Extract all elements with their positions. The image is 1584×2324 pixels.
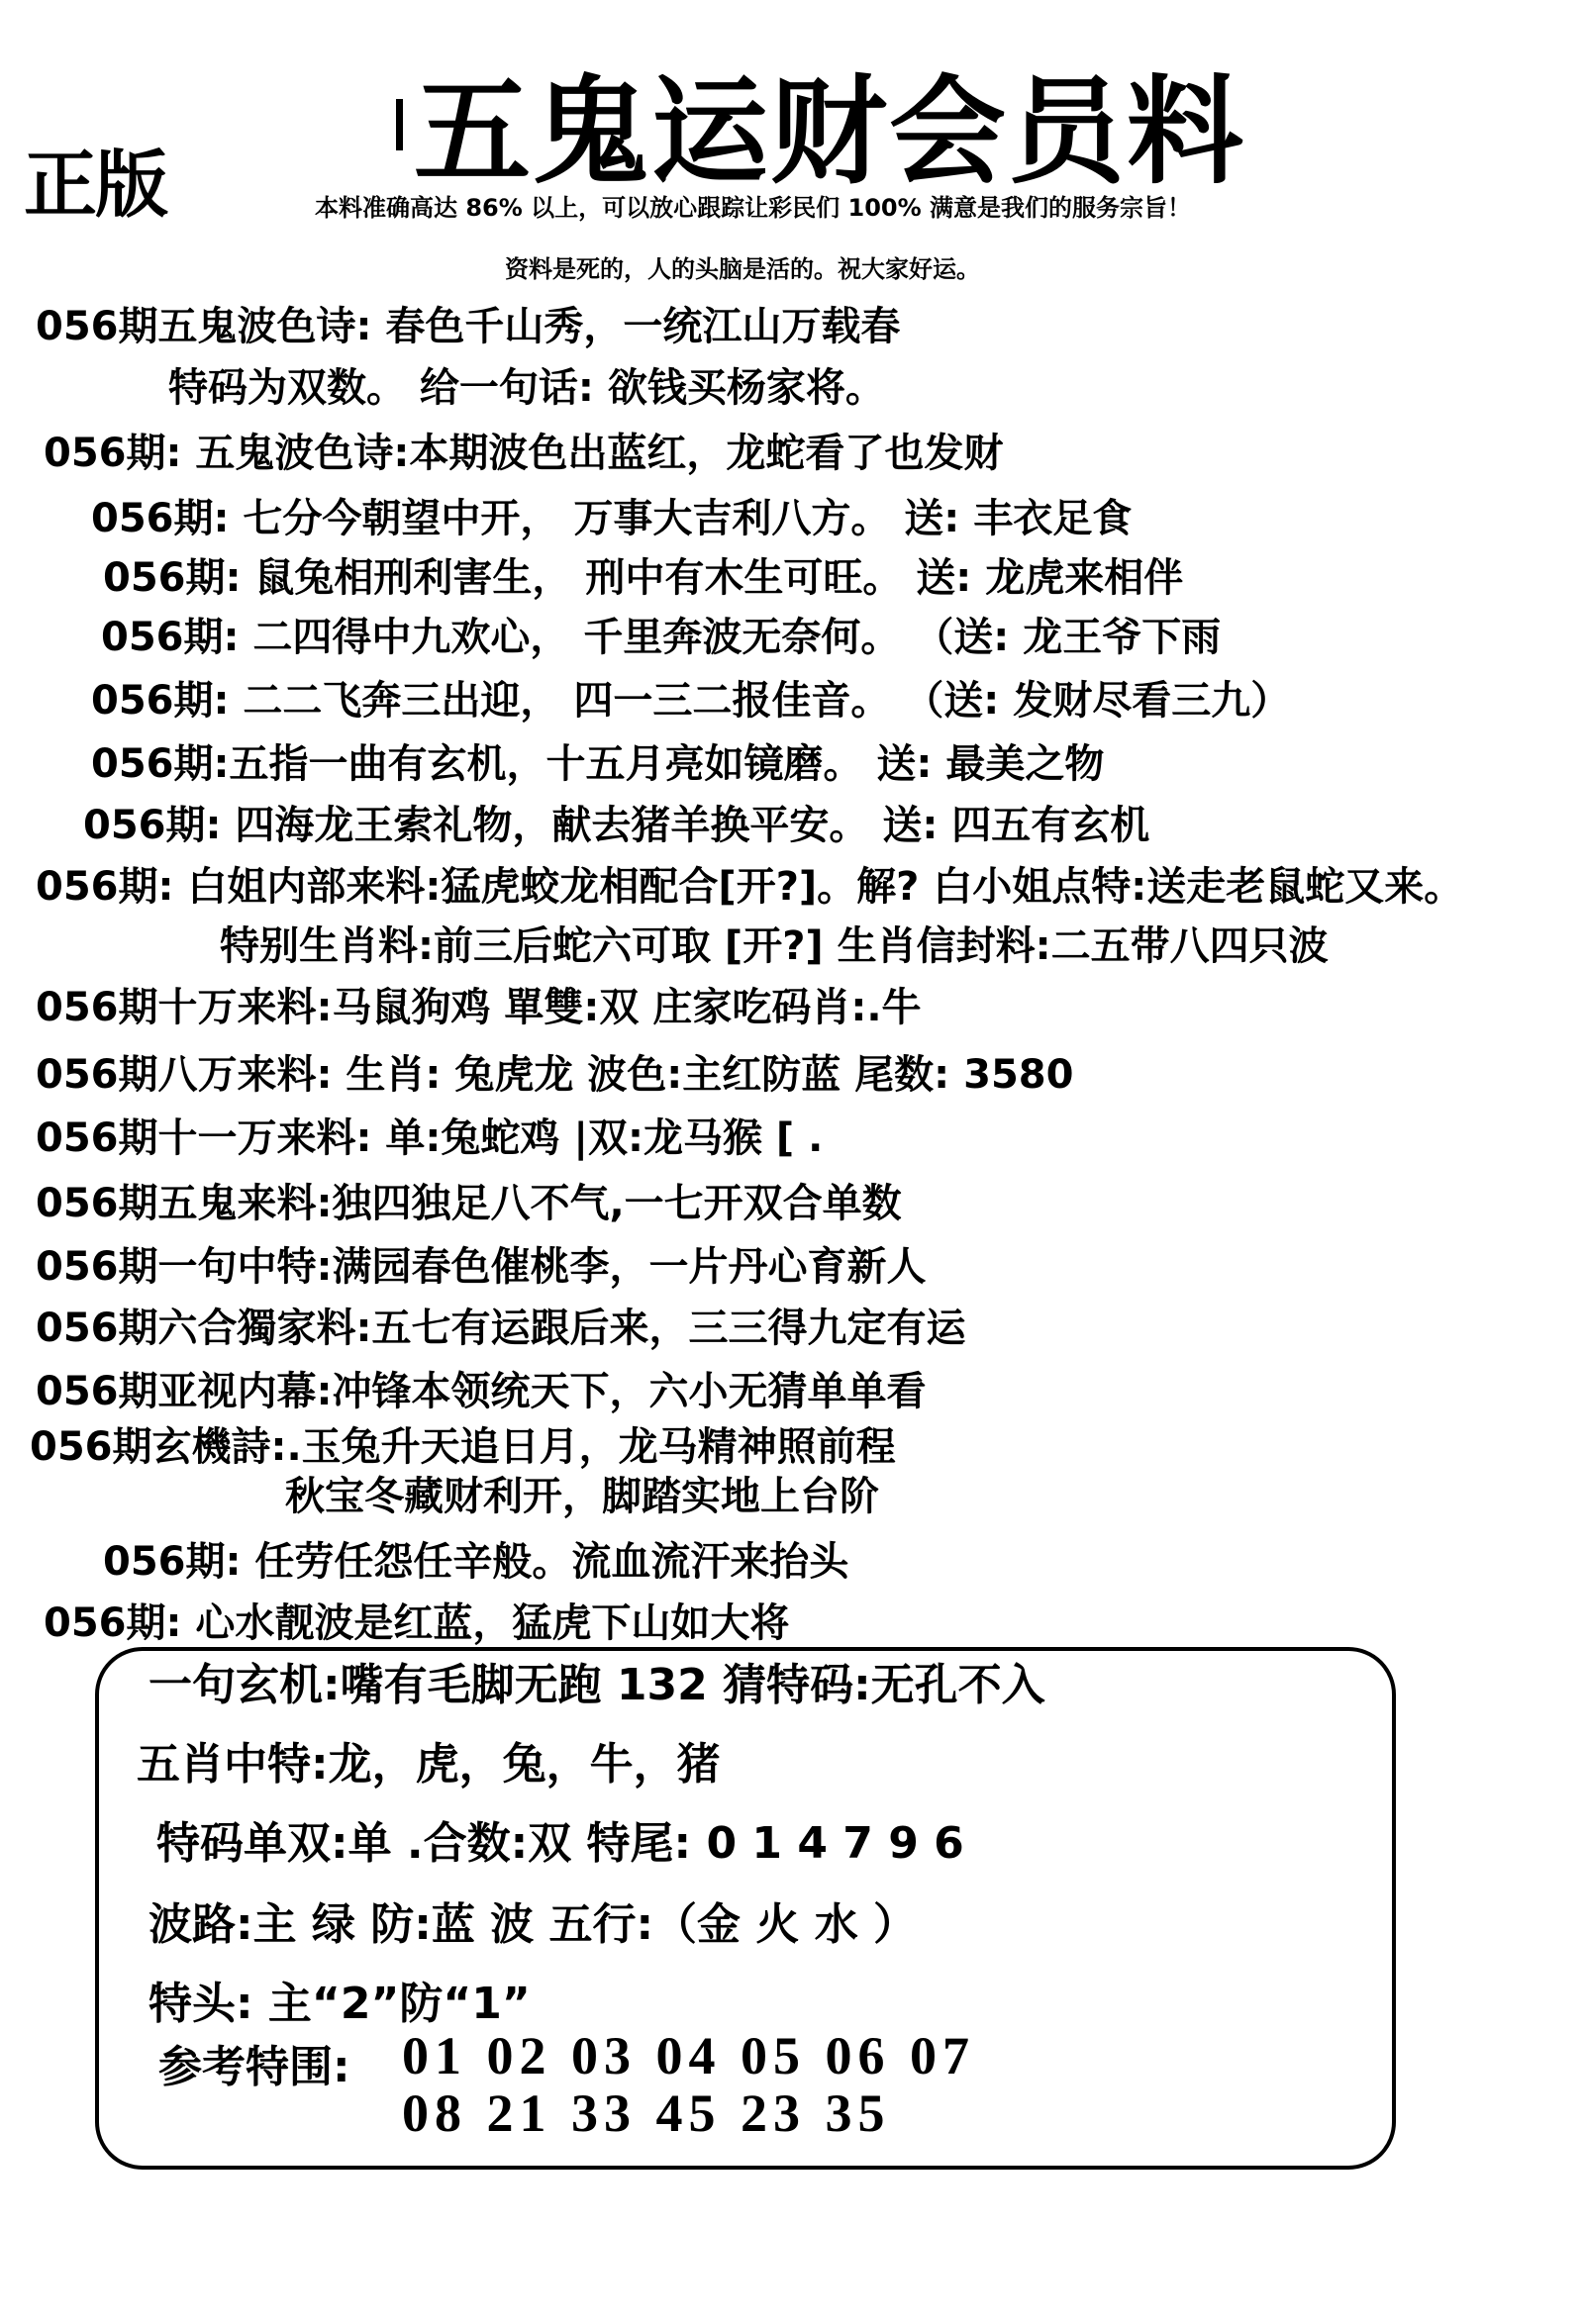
list-item: 秋宝冬藏财利开，脚踏实地上台阶 (285, 1474, 879, 1519)
list-item: 056期: 白姐内部来料:猛虎蛟龙相配合[开?]。解? 白小姐点特:送走老鼠蛇又来。 (36, 864, 1464, 910)
list-item: 056期:五指一曲有玄机，十五月亮如镜磨。 送: 最美之物 (91, 741, 1105, 787)
subtitle-accuracy: 本料准确高达 86% 以上，可以放心跟踪让彩民们 100% 满意是我们的服务宗旨！ (315, 194, 1192, 222)
list-item: 056期一句中特:满园春色催桃李，一片丹心育新人 (36, 1244, 927, 1290)
list-item: 056期五鬼波色诗: 春色千山秀，一统江山万载春 (36, 304, 901, 349)
box-reference-row-2: 08 21 33 45 23 35 (402, 2083, 891, 2143)
box-reference-label: 参考特围: (158, 2042, 350, 2092)
list-item: 特码为双数。 给一句话: 欲钱买杨家将。 (168, 365, 885, 411)
list-item: 056期六合獨家料:五七有运跟后来，三三得九定有运 (36, 1306, 966, 1351)
list-item: 056期: 四海龙王索礼物，献去猪羊换平安。 送: 四五有玄机 (83, 803, 1150, 848)
list-item: 056期: 五鬼波色诗:本期波色出蓝红，龙蛇看了也发财 (44, 431, 1004, 476)
box-riddle-line: 一句玄机:嘴有毛脚无跑 132 猜特码:无孔不入 (148, 1660, 1045, 1710)
list-item: 056期: 二二飞奔三出迎， 四一三二报佳音。 （送: 发财尽看三九） (91, 678, 1291, 724)
box-odd-even-line: 特码单双:单 .合数:双 特尾: 0 1 4 7 9 6 (156, 1818, 964, 1869)
title-bar-mark (396, 99, 403, 150)
subtitle-greeting: 资料是死的，人的头脑是活的。祝大家好运。 (505, 255, 980, 283)
list-item: 056期: 心水靓波是红蓝，猛虎下山如大将 (44, 1600, 790, 1646)
page-title: 五鬼运财会员料 (414, 62, 1246, 200)
list-item: 056期十万来料:马鼠狗鸡 單雙:双 庄家吃码肖:.牛 (36, 985, 922, 1030)
list-item: 056期玄機詩:.玉兔升天追日月，龙马精神照前程 (30, 1424, 896, 1470)
box-five-zodiac-line: 五肖中特:龙，虎，兔，牛，猪 (137, 1739, 721, 1790)
box-wave-line: 波路:主 绿 防:蓝 波 五行:（金 火 水 ） (148, 1899, 918, 1950)
list-item: 056期: 鼠兔相刑利害生， 刑中有木生可旺。 送: 龙虎来相伴 (103, 555, 1184, 601)
list-item: 特别生肖料:前三后蛇六可取 [开?] 生肖信封料:二五带八四只波 (220, 923, 1329, 969)
list-item: 056期亚视内幕:冲锋本领统天下，六小无猜单单看 (36, 1369, 927, 1414)
brand-label: 正版 (24, 143, 166, 228)
list-item: 056期十一万来料: 单:兔蛇鸡 |双:龙马猴 [ . (36, 1115, 824, 1161)
box-head-line: 特头: 主“2”防“1” (148, 1979, 531, 2029)
list-item: 056期: 七分今朝望中开， 万事大吉利八方。 送: 丰衣足食 (91, 496, 1133, 541)
list-item: 056期: 任劳任怨任辛般。流血流汗来抬头 (103, 1539, 849, 1585)
list-item: 056期八万来料: 生肖: 兔虎龙 波色:主红防蓝 尾数: 3580 (36, 1052, 1074, 1098)
box-reference-row-1: 01 02 03 04 05 06 07 (402, 2026, 975, 2085)
list-item: 056期五鬼来料:独四独足八不气,一七开双合单数 (36, 1181, 902, 1226)
list-item: 056期: 二四得中九欢心， 千里奔波无奈何。 （送: 龙王爷下雨 (101, 615, 1222, 660)
